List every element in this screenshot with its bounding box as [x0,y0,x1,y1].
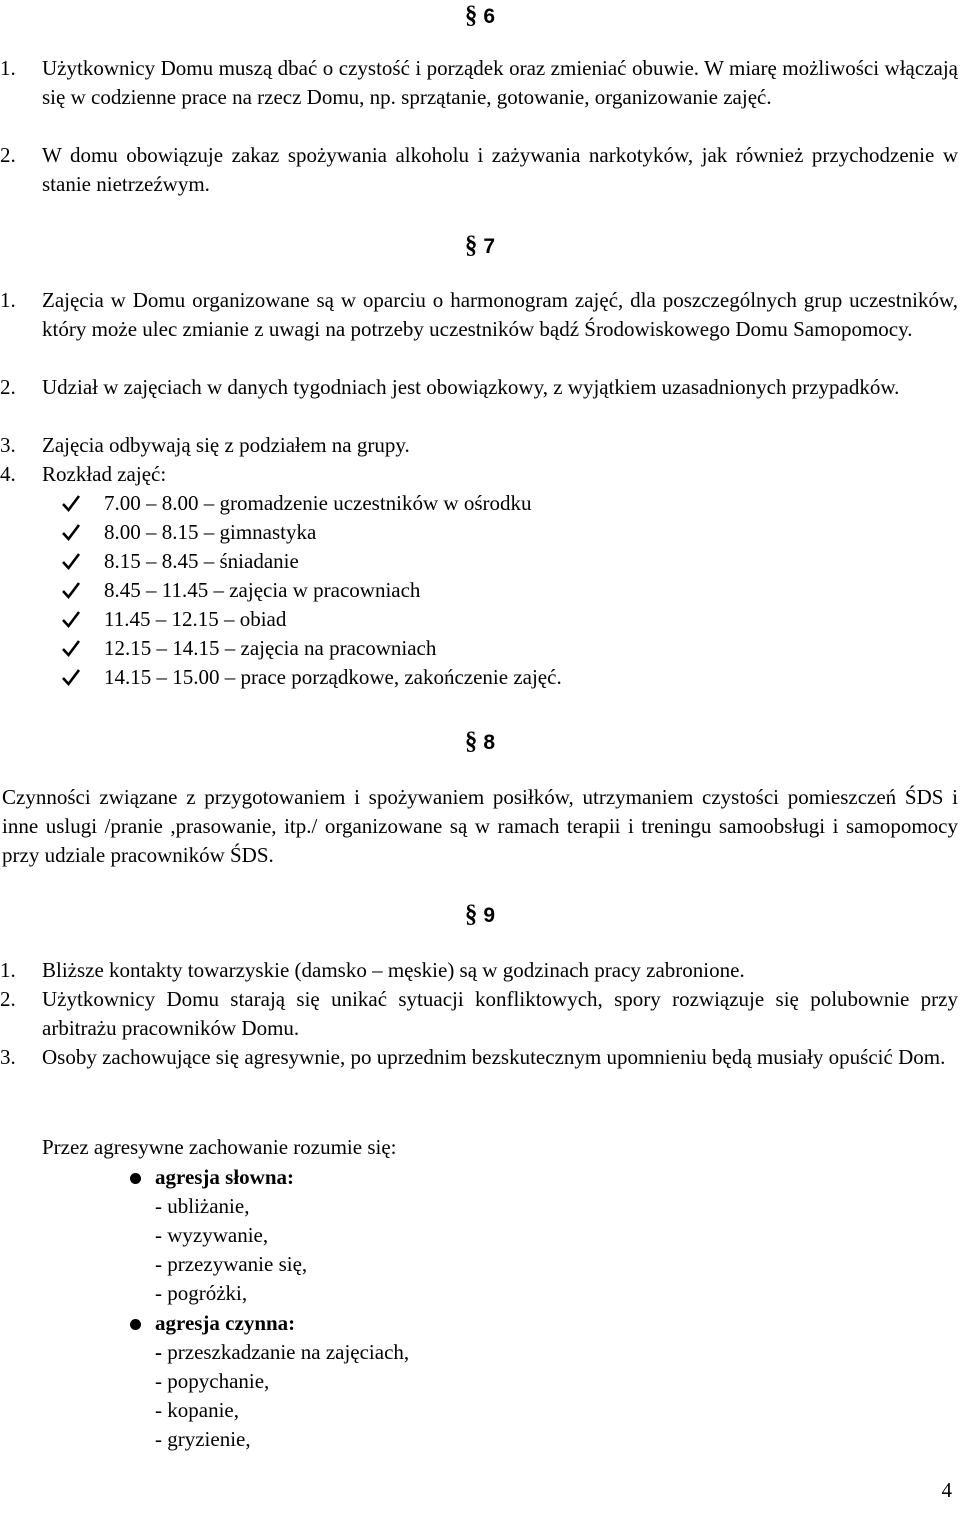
section-symbol: § [464,728,478,755]
section-symbol: § [464,232,478,259]
checkmark-icon [60,637,82,659]
section-heading-8 [0,728,960,756]
section-number: 6 [483,5,496,28]
list-item: - gryzienie, [155,1427,251,1451]
item-text: W domu obowiązuje zakaz spożywania alkoholu i zażywania narkotyków, jak również przychodzenie w stanie nietrzeźwym. [42,143,958,196]
list-item: - przezywanie się, [155,1252,308,1276]
section-number: 7 [483,235,496,258]
item-number: 2. [0,143,16,167]
item-number: 3. [0,433,16,457]
list-item [0,373,958,402]
section-heading-7 [0,232,960,260]
list-item [0,460,958,489]
schedule-item [0,576,900,605]
bullet-icon [130,1319,141,1330]
section-heading-6 [0,2,960,30]
checkmark-icon [60,550,82,572]
bullet-icon [130,1173,141,1184]
schedule-item [0,518,900,547]
checkmark-icon [60,492,82,514]
list-item [0,956,958,985]
item-number: 2. [0,375,16,399]
item-text: Bliższe kontakty towarzyskie (damsko – męskie) są w godzinach pracy zabronione. [42,958,745,982]
list-item: - ubliżanie, [155,1194,250,1218]
item-number: 2. [0,987,16,1011]
section-8-paragraph: Czynności związane z przygotowaniem i spożywaniem posiłków, utrzymaniem czystości pomieszczeń ŚDS i inne uslugi /pranie ,prasowanie, itp./ organizowane są w ramach terapii i treningu samoobsługi i samopomocy przy udziale pracowników ŚDS. [2,785,958,867]
schedule-list [0,489,900,692]
section-symbol: § [464,2,478,29]
section-number: 8 [483,731,496,754]
schedule-text: 7.00 – 8.00 – gromadzenie uczestników w ośrodku [104,491,532,515]
dash-marker: - [155,1340,162,1364]
item-number: 1. [0,56,16,80]
list-item [0,985,958,1043]
item-text: Użytkownicy Domu starają się unikać sytuacji konfliktowych, spory rozwiązuje się polubownie przy arbitrażu pracowników Domu. [42,987,958,1040]
checkmark-icon [60,521,82,543]
item-text: Użytkownicy Domu muszą dbać o czystość i porządek oraz zmieniać obuwie. W miarę możliwości włączają się w codzienne prace na rzecz Domu, np. sprzątanie, gotowanie, organizowanie zajęć. [42,56,958,109]
checkmark-icon [60,579,82,601]
item-text: Rozkład zajęć: [42,462,167,486]
schedule-text: 8.45 – 11.45 – zajęcia w pracowniach [104,578,421,602]
list-item: - wyzywanie, [155,1223,269,1247]
list-item-text: przeszkadzanie na zajęciach, [162,1340,410,1364]
schedule-text: 11.45 – 12.15 – obiad [104,607,287,631]
checkmark-icon [60,608,82,630]
list-item [0,431,958,460]
aggression-intro: Przez agresywne zachowanie rozumie się: [42,1135,397,1159]
item-text: Zajęcia w Domu organizowane są w oparciu o harmonogram zajęć, dla poszczególnych grup uczestników, który może ulec zmianie z uwagi na potrzeby uczestników bądź Środowiskowego Domu Samopomocy. [42,288,958,341]
item-number: 3. [0,1045,16,1069]
list-item [0,286,958,344]
schedule-text: 8.00 – 8.15 – gimnastyka [104,520,317,544]
page-number: 4 [941,1478,952,1502]
section-number: 9 [483,904,496,927]
list-item [0,1043,958,1072]
item-number: 1. [0,288,16,312]
checkmark-icon [60,666,82,688]
list-item: - kopanie, [155,1398,239,1422]
schedule-text: 14.15 – 15.00 – prace porządkowe, zakończenie zajęć. [104,665,562,689]
section-heading-9 [0,901,960,929]
list-item: - popychanie, [155,1369,270,1393]
list-item: - pogróżki, [155,1281,248,1305]
section-symbol: § [464,901,478,928]
schedule-text: 12.15 – 14.15 – zajęcia na pracowniach [104,636,437,660]
list-item [0,141,958,199]
item-text: Zajęcia odbywają się z podziałem na grupy. [42,433,410,457]
list-item [155,1338,409,1367]
active-aggression-heading: agresja czynna: [155,1311,296,1335]
item-text: Osoby zachowujące się agresywnie, po uprzednim bezskutecznym upomnieniu będą musiały opuścić Dom. [42,1045,946,1069]
schedule-item [0,634,900,663]
schedule-item [0,663,900,692]
schedule-text: 8.15 – 8.45 – śniadanie [104,549,299,573]
item-number: 1. [0,958,16,982]
schedule-item [0,489,900,518]
schedule-item [0,547,900,576]
item-number: 4. [0,462,16,486]
verbal-aggression-heading: agresja słowna: [155,1165,295,1189]
schedule-item [0,605,900,634]
item-text: Udział w zajęciach w danych tygodniach jest obowiązkowy, z wyjątkiem uzasadnionych przypadków. [42,375,900,399]
list-item [0,54,958,112]
